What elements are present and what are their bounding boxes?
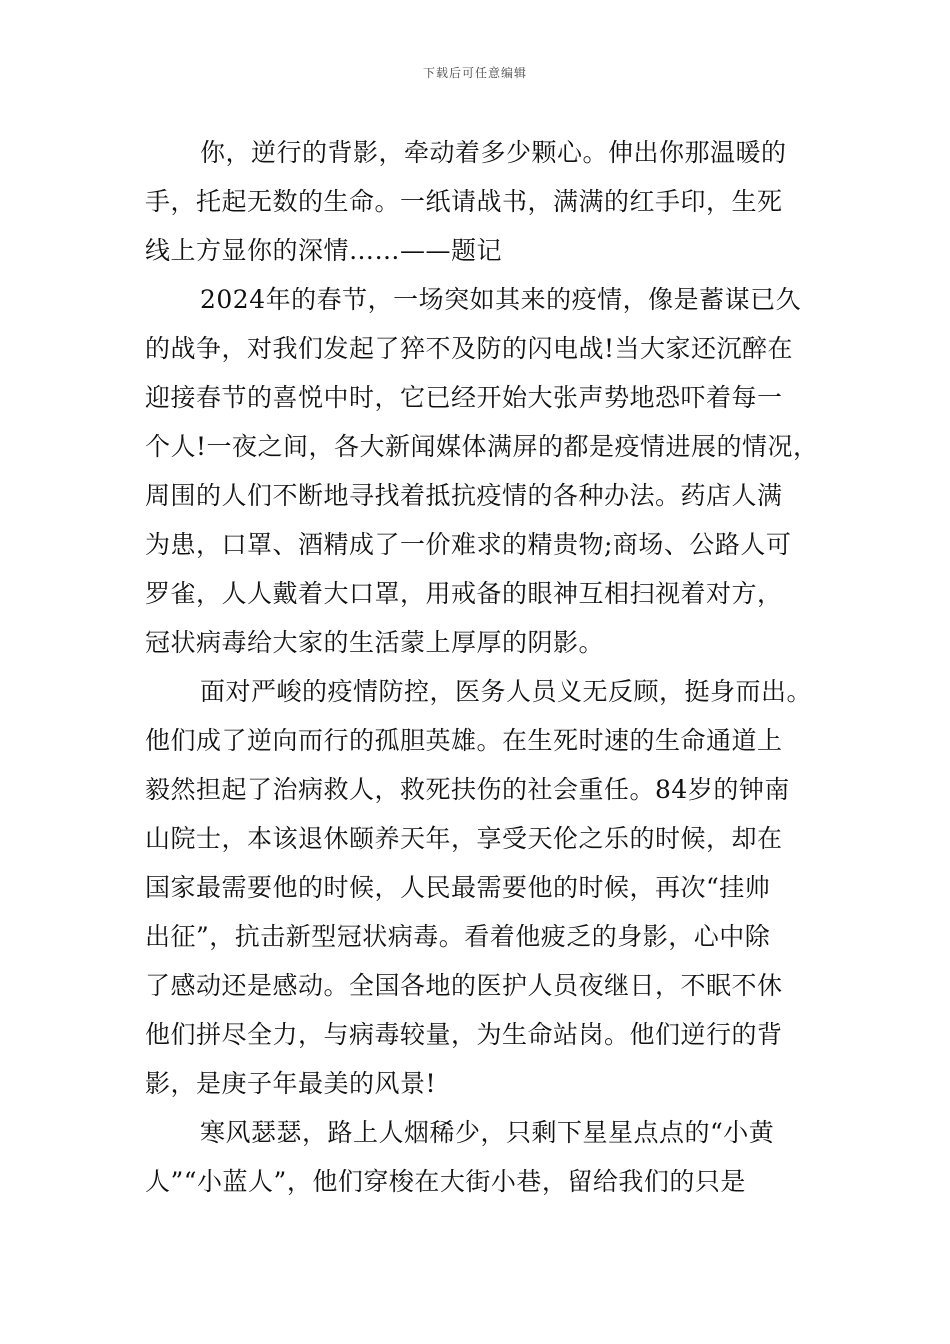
text-line: 迎接春节的喜悦中时，它已经开始大张声势地恐吓着每一 [145,383,783,412]
text-line: 影，是庚子年最美的风景! [145,1069,437,1098]
text-line: 个人!一夜之间，各大新闻媒体满屏的都是疫情进展的情况， [145,432,819,461]
document-body [145,128,825,1206]
text-line: 面对严峻的疫情防控，医务人员义无反顾，挺身而出。 [200,677,813,706]
text-line: 线上方显你的深情……——题记 [145,236,503,265]
text-line: 周围的人们不断地寻找着抵抗疫情的各种办法。药店人满 [145,481,783,510]
text-line: 毅然担起了治病救人，救死扶伤的社会重任。84岁的钟南 [145,775,790,804]
text-line: 国家最需要他的时候，人民最需要他的时候，再次“挂帅 [145,873,771,902]
text-line: 手，托起无数的生命。一纸请战书，满满的红手印，生死 [145,187,783,216]
text-line: 人”“小蓝人”，他们穿梭在大街小巷，留给我们的只是 [145,1167,746,1196]
text-line: 他们成了逆向而行的孤胆英雄。在生死时速的生命通道上 [145,726,783,755]
text-line: 寒风瑟瑟，路上人烟稀少，只剩下星星点点的“小黄 [200,1118,775,1147]
text-line: 为患，口罩、酒精成了一价难求的精贵物;商场、公路人可 [145,530,792,559]
text-line: 山院士，本该退休颐养天年，享受天伦之乐的时候，却在 [145,824,783,853]
text-line: 的战争，对我们发起了猝不及防的闪电战!当大家还沉醉在 [145,334,794,363]
text-line: 冠状病毒给大家的生活蒙上厚厚的阴影。 [145,628,605,657]
page-header: 下载后可任意编辑 [422,66,527,80]
text-line: 2024年的春节，一场突如其来的疫情，像是蓄谋已久 [200,285,802,314]
text-line: 了感动还是感动。全国各地的医护人员夜继日，不眠不休 [145,971,783,1000]
text-line: 你，逆行的背影，牵动着多少颗心。伸出你那温暖的 [200,138,787,167]
text-line: 出征”，抗击新型冠状病毒。看着他疲乏的身影，心中除 [145,922,771,951]
text-line: 他们拼尽全力，与病毒较量，为生命站岗。他们逆行的背 [145,1020,783,1049]
text-line: 罗雀，人人戴着大口罩，用戒备的眼神互相扫视着对方， [145,579,783,608]
